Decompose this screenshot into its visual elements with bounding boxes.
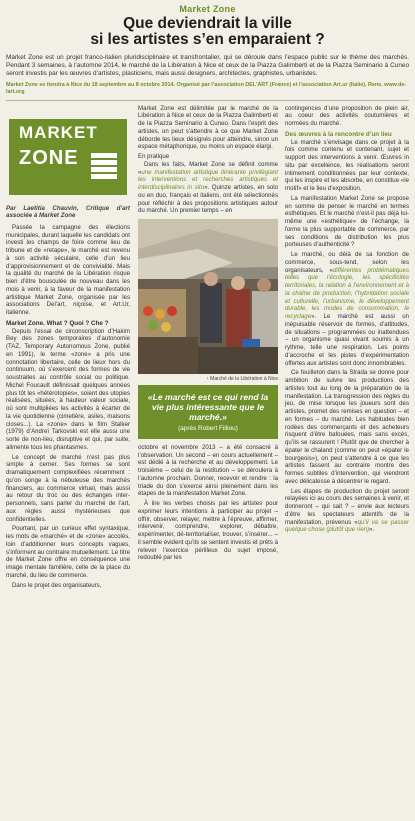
market-zone-logo (9, 119, 127, 195)
paragraph: Ce feuilleton dans la Strada se donne pour ambition de suivre les productions des artistes tout au long de la préparation de la manifestation. La transgression des règles du jeu, de mise lorsque les joueurs sont des artistes, promet des remises en question – et en formes – du marché. Les habitudes bien rodées des commerçants et des acheteurs risquent d’être bafouées, mais sans excès, qu’ils se rassurent ! Plutôt que de chercher à épater le chaland (comme on peut «épater le bourgeois»), on peut s’attendre à ce que les artistes fassent au contraire montre des formes subtiles d’intervention, qui viendront avec délicatesse à décentrer le regard. (285, 369, 409, 485)
paragraph: Dans le projet des organisateurs, (12, 581, 102, 589)
quote-author: (après Robert Filliou) (178, 425, 238, 433)
paragraph: Depuis l’essai de circonscription d’Hakim Bey des zones temporaires d’autonomie (TAZ, Temporary Autonomous Zone, publié en 1991), le terme «zone» a pris une connotation libertaire, celle de lieux hors du continuum, où s’exercent des formes de vie soustraites au contrôle social ou politique. Michel Foucault définissait quelques années plus tôt les «hétérotopies», soient des utopies réalisées, situées, à hauteur valeur sociale, où sont multipliées les activités à écarter de la vie quotidienne (cimetière, asiles, maisons closes...). La «zone» dans le film Stalker (1979) d’Andreï Tarkovski est elle aussi une sorte de non-lieu, disruptive et qui, par suite, alimente tous les phantasmes. (6, 327, 130, 451)
text-run: ». (369, 526, 375, 534)
event-info: Market Zone se tiendra à Nice du 18 septembre au 8 octobre 2014. Organisé par l’association DEL’ART (France) et l’association Art.ur (Italie). Rens. www.de-lart.org (6, 81, 407, 95)
title-line-2: si les artistes s’en emparaient ? (90, 31, 325, 48)
paragraph: Le marché s’envisage dans ce projet à la fois comme contenu et contenant, sujet et support des interventions à venir. Œuvres in situ par excellence, les réalisations seront intimement conditionnées par leur contexte, qui les inspire et les absorbe, en constitue «le motif» et le lieu d’exposition. (285, 138, 409, 193)
pull-quote (138, 385, 278, 439)
subheading: Market Zone. What ? Quoi ? Che ? (6, 319, 109, 327)
paragraph: octobre et novembre 2013 – a été consacré à l’observation. Un second – en cours actuellement – est dédié à la recherche et au développement. Le troisième – celui de la restitution – se déroulera à l’automne prochain. Donner, recevoir et rendre : la triade du don s’exerce ainsi pleinement dans les étapes de la manifestation Market Zone. (138, 443, 278, 498)
article-title (6, 16, 409, 48)
article (6, 4, 409, 817)
text-run: Les étapes de production du projet seront relayées ici au cours des semaines à venir, et donneront – qui sait ? – envie aux lecteurs d’être les spectateurs attentifs de la manifestation, prévenus « (285, 487, 409, 526)
quote-text: «Le marché est ce qui rend la vie plus intéressante que le marché.» (147, 392, 269, 423)
article-columns (6, 105, 409, 795)
rubric-label: Market Zone (179, 4, 236, 14)
highlight-quote: une manifestation artistique itinérante privilégiant les interventions et recherches artistiques et interdisciplinaires in situ (138, 168, 278, 192)
paragraph (285, 251, 409, 367)
divider (6, 100, 409, 101)
paragraph: La manifestation Market Zone se propose en somme de penser le marché en termes esthétiques. Et le marché n’est-il pas déjà lui-même une «esthétique» de l’échange, la forme la plus supportable de commerce, par ses conditions de distribution les plus porteuses d’authenticité ? (285, 194, 409, 249)
logo-line-2: ZONE (19, 146, 79, 169)
text-run: Dans les faits, Market Zone se définit comme « (138, 160, 278, 176)
paragraph: Pourtant, par un curieux effet syntaxique, les mots de «marché» et de «zone» accolés, loin d’additionner leurs concepts vagues, s’informent au contraire mutuellement. Le titre de Market Zone offre en conséquence une image mentale familière, celle de la place du marché, du lieu de commerce. (6, 525, 130, 579)
title-line-1: Que deviendrait la ville (123, 15, 292, 32)
lead-paragraph: Market Zone est un projet franco-italien pluridisciplinaire et transfrontalier, qui se déroule dans l’espace public sur le thème des marchés. Pendant 3 semaines, à l’automne 2014, le marché de la Libération à Nice et ceux de la Piazza Galimberti et de la Piazza Seminario à Cuneo seront investis par les œuvres d’artistes, plasticiens, mais aussi designers, architectes, graphistes, urbanistes. (6, 54, 409, 78)
market-photo-image (138, 219, 278, 374)
highlight-quote: qu’il va se passer quelque chose (plutôt que rien) (285, 518, 409, 534)
logo-line-1: MARKET (19, 122, 98, 142)
paragraph-lead: En pratique (138, 153, 170, 161)
text-run: Le marché, ou déià de sa fonction de commerce, sous-tend, selon les organisateurs, « (285, 251, 409, 274)
market-photo (138, 219, 278, 374)
paragraph: Passée la campagne des élections municipales, durant laquelle les candidats ont investi les champs de foire comme lieu de tribune et de «retape», le marché est revenu à son activité séculaire, celle d’un lieu d’approvisionnement et de convivialité. Mais la qualité du marché de la Libération risque bien d’être bousculée de nouveau dans les mois à venir, à la faveur de la manifestation artistique Market Zone, organisée par les associations Del’art, niçoise, et Art.Ur, italienne. (6, 223, 130, 317)
text-run: ». Le marché est aussi un inépuisable réservoir de formes, d’attitudes, de situations – programmées ou inattendues – un organisme quasi vivant soumis à un rythme, telle une respiration. Les points d’accroche et les pistes d’expérimentation offertes aux artistes sont donc innombrables. (285, 313, 409, 367)
paragraph: contingences d’une proposition de plein air, au coeur des activités coutumières et normées du marché. (285, 104, 409, 128)
photo-caption: ↑ Marché de la Libération à Nice (206, 376, 278, 383)
paragraph (285, 488, 409, 535)
paragraph: À lire les verbes choisis par les artistes pour exprimer leurs intentions à participer au projet – offrir, observer, relayer, mettre à l’épreuve, affirmer, intervenir, comprendre, explorer, débattre, expérimenter, dé-territorialiser, trouver, s’insérer... – il semble évident qu’ils se sentent investis et prêts à relever l’exercice périlleux du sujet imposé, redoublé par les (138, 500, 278, 562)
subheading: Des œuvres à la rencontre d’un lieu (285, 130, 392, 138)
highlight-quote: différentes problématiques telles que l’écologie, les spécificités territoriales, la relation à l’environnement et à la chaîne de production, l’hybridation sociale et culturelle, l’urbanisme, le développement durable, les modes de consommation, le recyclage (285, 266, 409, 321)
column-3 (285, 105, 409, 537)
text-run: ». Quinze artistes, en solo ou en duo, français et italiens, ont été sélectionnés pour réfléchir à des propositions artistiques autour du marché. Un premier temps – en (138, 184, 279, 215)
paragraph: Market Zone est délimitée par le marché de la Libération à Nice et ceux de la Piazza Galimberti et de la Piazza Seminario à Cuneo. Dans l’esprit des artistes, on peut s’attendre à ce que Market Zone déborde les lieux désignés pour atteindre, sinon un espace métaphorique, ou moins un espace élargi. (138, 104, 278, 151)
column-1 (6, 105, 130, 592)
byline: Par Laetitia Chauvin, Critique d’art associée à Market Zone (6, 204, 130, 220)
logo-stripes-icon (91, 153, 117, 179)
paragraph: Le concept de marché n’est pas plus simple à cerner. Ses formes se sont dramatiquement complexifiées récemment : qu’on songe à la nébuleuse des marchés financiers, au commerce virtuel, mais aussi au retour du troc ou des échanges inter-personnels, sans parler du marché de l’art, aux règles aussi mystérieuses que confidentielles. (6, 453, 130, 523)
column-2 (138, 105, 278, 565)
paragraph (138, 161, 278, 215)
